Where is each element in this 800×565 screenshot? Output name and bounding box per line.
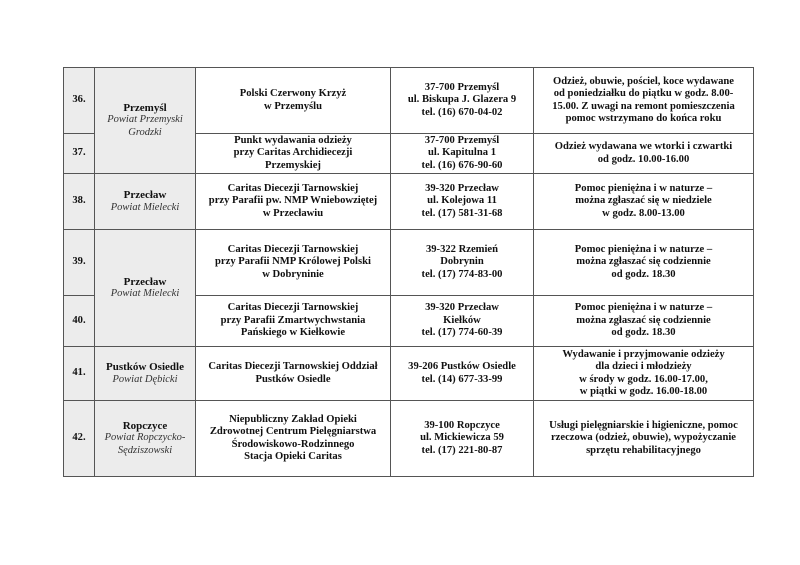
address-cell <box>391 68 534 134</box>
address-cell <box>391 134 534 174</box>
organization-cell <box>196 174 391 230</box>
phone-line: tel. (17) 221-80-87 <box>421 444 503 456</box>
description-line: pomoc wstrzymano do końca roku <box>565 112 722 124</box>
organization-cell <box>196 296 391 347</box>
description-line: rzeczowa (odzież, obuwie), wypożyczanie <box>550 432 737 444</box>
row-number: 37. <box>64 134 95 174</box>
description-line: sprzętu rehabilitacyjnego <box>586 444 701 456</box>
powiat-name: Powiat Mielecki <box>110 288 180 299</box>
organization-line: Caritas Diecezji Tarnowskiej Oddział <box>208 361 378 373</box>
row-number: 36. <box>64 68 95 134</box>
powiat-name: Powiat Ropczycko- <box>104 432 186 444</box>
description-cell <box>534 230 754 296</box>
description-line: od poniedziałku do piątku w godz. 8.00- <box>553 88 734 100</box>
organization-line: przy Parafii pw. NMP Wniebowziętej <box>208 195 378 207</box>
city-name: Przemyśl <box>123 101 167 114</box>
address-line: ul. Kolejowa 11 <box>427 195 497 207</box>
organization-line: przy Parafii NMP Królowej Polski <box>215 256 371 268</box>
description-cell <box>534 174 754 230</box>
address-cell <box>391 174 534 230</box>
description-line: Usługi pielęgniarskie i higieniczne, pomoc <box>549 419 738 431</box>
description-cell <box>534 401 754 477</box>
address-line: ul. Mickiewicza 59 <box>420 432 504 444</box>
organization-line: Caritas Diecezji Tarnowskiej <box>227 243 359 255</box>
powiat-name: Powiat Dębicki <box>112 373 178 385</box>
location-cell <box>95 68 196 174</box>
location-cell <box>95 174 196 230</box>
table-row <box>64 174 754 230</box>
description-line: od godz. 18.30 <box>611 268 676 280</box>
city-name: Przecław <box>123 189 167 202</box>
location-cell <box>95 230 196 347</box>
address-line: 39-320 Przecław <box>425 182 499 194</box>
organization-line: w Przecławiu <box>262 207 324 219</box>
description-cell <box>534 68 754 134</box>
powiat-name: Powiat Mielecki <box>110 201 180 213</box>
description-line: 15.00. Z uwagi na remont pomieszczenia <box>552 100 735 112</box>
organization-cell <box>196 230 391 296</box>
city-name: Ropczyce <box>122 419 168 432</box>
city-name: Przecław <box>123 275 167 288</box>
address-line: 39-320 Przecław <box>425 302 499 314</box>
address-cell <box>391 230 534 296</box>
organization-line: w Dobryninie <box>262 268 324 280</box>
row-number: 39. <box>64 230 95 296</box>
organization-line: w Przemyślu <box>264 100 322 112</box>
description-line: Odzież wydawana we wtorki i czwartki <box>554 141 733 153</box>
description-line: Pomoc pieniężna i w naturze – <box>574 182 713 194</box>
phone-line: tel. (16) 676-90-60 <box>421 159 503 171</box>
description-cell <box>534 347 754 401</box>
row-number: 41. <box>64 347 95 401</box>
organization-line: Środowiskowo-Rodzinnego <box>231 438 355 450</box>
phone-line: tel. (14) 677-33-99 <box>421 373 503 385</box>
description-cell <box>534 296 754 347</box>
table-row <box>64 401 754 477</box>
address-cell <box>391 296 534 347</box>
powiat-name: Sędziszowski <box>117 444 173 456</box>
phone-line: tel. (17) 774-83-00 <box>421 268 503 280</box>
organization-line: przy Caritas Archidiecezji <box>233 147 353 159</box>
organization-line: Niepubliczny Zakład Opieki <box>229 413 357 425</box>
aid-points-table <box>63 67 754 477</box>
organization-cell <box>196 134 391 174</box>
powiat-name: Powiat Przemyski <box>107 114 183 126</box>
description-cell <box>534 134 754 174</box>
address-line: 37-700 Przemyśl <box>424 134 500 146</box>
table-row <box>64 68 754 134</box>
description-line: w piątki w godz. 16.00-18.00 <box>579 385 708 397</box>
location-cell <box>95 347 196 401</box>
organization-line: Polski Czerwony Krzyż <box>239 88 347 100</box>
table-row <box>64 347 754 401</box>
description-line: Odzież, obuwie, pościel, koce wydawane <box>553 75 734 87</box>
address-cell <box>391 401 534 477</box>
address-line: Dobrynin <box>440 256 484 268</box>
row-number: 38. <box>64 174 95 230</box>
city-name: Pustków Osiedle <box>106 361 184 374</box>
description-line: Pomoc pieniężna i w naturze – <box>574 302 713 314</box>
address-line: 39-206 Pustków Osiedle <box>408 361 516 373</box>
row-number: 42. <box>64 401 95 477</box>
description-line: można zgłaszać się codziennie <box>576 314 711 326</box>
description-line: dla dzieci i młodzieży <box>595 361 692 373</box>
organization-cell <box>196 401 391 477</box>
organization-line: Punkt wydawania odzieży <box>234 134 352 146</box>
address-line: Kiełków <box>443 314 481 326</box>
description-line: w godz. 8.00-13.00 <box>602 207 685 219</box>
organization-line: Pustków Osiedle <box>255 373 331 385</box>
address-line: 39-322 Rzemień <box>425 243 499 255</box>
organization-line: Pańskiego w Kiełkowie <box>240 327 346 339</box>
row-number: 40. <box>64 296 95 347</box>
organization-line: Caritas Diecezji Tarnowskiej <box>227 182 359 194</box>
location-cell <box>95 401 196 477</box>
description-line: można zgłaszać się w niedziele <box>575 195 712 207</box>
phone-line: tel. (17) 774-60-39 <box>421 327 503 339</box>
description-line: od godz. 10.00-16.00 <box>597 153 690 165</box>
address-line: ul. Biskupa J. Glazera 9 <box>407 94 517 106</box>
description-line: można zgłaszać się codziennie <box>576 256 711 268</box>
organization-line: Zdrowotnej Centrum Pielęgniarstwa <box>209 426 377 438</box>
powiat-name: Grodzki <box>128 126 162 138</box>
table-row <box>64 230 754 296</box>
organization-line: Przemyskiej <box>265 159 321 171</box>
description-line: od godz. 18.30 <box>611 327 676 339</box>
organization-cell <box>196 68 391 134</box>
phone-line: tel. (17) 581-31-68 <box>421 207 503 219</box>
address-line: 37-700 Przemyśl <box>424 81 500 93</box>
organization-cell <box>196 347 391 401</box>
address-cell <box>391 347 534 401</box>
description-line: Pomoc pieniężna i w naturze – <box>574 243 713 255</box>
description-line: Wydawanie i przyjmowanie odzieży <box>562 348 725 360</box>
organization-line: Caritas Diecezji Tarnowskiej <box>227 302 359 314</box>
phone-line: tel. (16) 670-04-02 <box>421 106 503 118</box>
description-line: w środy w godz. 16.00-17.00, <box>579 373 708 385</box>
organization-line: przy Parafii Zmartwychwstania <box>220 314 366 326</box>
address-line: ul. Kapitulna 1 <box>427 147 496 159</box>
organization-line: Stacja Opieki Caritas <box>244 450 342 462</box>
address-line: 39-100 Ropczyce <box>424 419 500 431</box>
